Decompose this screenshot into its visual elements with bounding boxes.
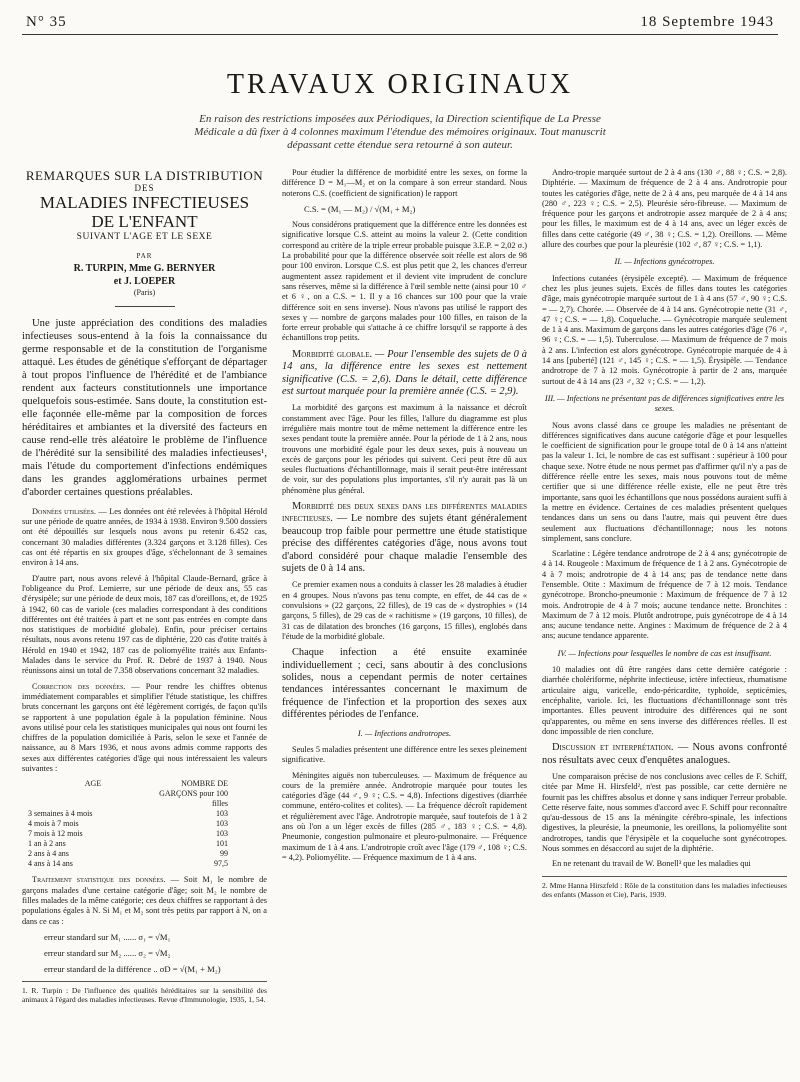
paragraph: Morbidité globale. — Pour l'ensemble des sujets de 0 à 14 ans, la différence entre les sexes est nettement significative (C.S. = 2,6). Dans le détail, cette différence est surtout marquée pour la première année (C.S. = 2,9). [282, 348, 527, 397]
masthead [22, 14, 778, 35]
table-row: 1 an à 2 ans 101 [28, 839, 228, 849]
subheading: III. — Infections ne présentant pas de différences significatives entre les sexes. [544, 393, 785, 414]
equation: erreur standard sur M₂ ...... σ₂ = √M₂ [44, 948, 171, 959]
paragraph: En ne retenant du travail de W. Bonell³ que les maladies qui [552, 859, 751, 869]
column-1 [22, 168, 267, 1005]
paragraph: Chaque infection a été ensuite examinée individuellement ; ceci, sans aboutir à des conclusions solides, nous a cependant permis de noter certaines tendances intéressantes concernant le maximum de fréquence de l'infection et la proportion des sexes aux différentes périodes de l'enfance. [282, 647, 527, 721]
paragraph: Méningites aiguës non tuberculeuses. — Maximum de fréquence au cours de la première année. Androtropie marquée pour toutes les catégories d'âge (44 ♂, 9 ♀; C.S. = 4,8). Infections digestives (diarrhée commune, entéro-colites et colites). — La fréquence décroît rapidement et régulièrement avec l'âge. Androtropie marquée, sauf toutefois de 1 à 2 ans où l'on a un léger excès de filles (285 ♂, 183 ♀; C.S. = 4,8). Pneumonie, congestion pulmonaire et pleuro-pulmonaire. — Fréquence maximum de 1 à 4 ans. L'androtropie croît avec l'âge (179 ♂, 108 ♀; C.S. = 4,2). Poliomyélite. — Fréquence maximum de 1 à 4 ans. [282, 770, 527, 862]
paragraph: Andro-tropie marquée surtout de 2 à 4 ans (130 ♂, 88 ♀; C.S. = 2,8). Diphtérie. — Maximum de fréquence de 2 à 4 ans. Androtropie pour toutes les catégories d'âge, nette de 2 à 4 ans, peu marquée de 4 à 14 ans (280 ♂, 223 ♀; C.S. = 2,5). Pleurésie séro-fibreuse. — Maximum de fréquence pour les garçons et androtropie assez marquée de 2 à 4 ans; pour les filles, le maximum est de 4 à 14 ans, avec un léger excès de filles dans cette catégorie (49 ♂, 38 ♀; C.S. = 1,2). Oreillons. — Même allure des courbes que pour la pleurésie (102 ♂, 87 ♀; C.S. = 1,1). [542, 168, 787, 250]
paragraph: Infections cutanées (érysipèle excepté). — Maximum de fréquence chez les plus jeunes sujets. Excès de filles dans toutes les catégories d'âge, mais gynécotropie marquée surtout de 1 à 4 ans (57 ♂, 90 ♀; C.S. = — 2,7). Chorée. — Observée de 4 à 14 ans. Gynécotropie nette (31 ♂, 47 ♀; C.S. = — 1,8). Coqueluche. — Gynécotropie marquée seulement de 1 à 4 ans. Maximum de garçons dans les autres catégories d'âge (76 ♂, 96 ♀; C.S. = — 1,5). Tuberculose. — Maximum de fréquence de 7 mois à 2 ans. L'infection est alors gynécotrope. Gynécotropie marquée de 4 à 14 ans [puberté] (121 ♂, 145 ♀; C.S. = — 1,5). Érysipèle. — Tendance androtrope de 7 à 12 mois. Gynécotropie à partir de 2 ans, marquée surtout de 4 à 14 ans (23 ♂, 32 ♀; C.S. = — 1,2). [542, 273, 787, 386]
table-row: 4 mois à 7 mois 103 [28, 819, 228, 829]
paragraph: 10 maladies ont dû être rangées dans cette dernière catégorie : diarrhée cholériforme, néphrite infectieuse, ictère infectieux, rhumatisme articulaire aigu, varicelle, endo-péricardite, typhoïde, septicémies, encéphalite, variole. Ici, les fluctuations d'échantillonnage sont très importantes. Elles peuvent introduire des différences qui ne sont qu'apparentes, ou même en sens inverse des différences réelles. Il est donc impossible de rien conclure. [542, 665, 787, 736]
paragraph: Nous considérons pratiquement que la différence entre les données est significative lorsque C.S. atteint au moins la valeur 2. (Cette condition correspond au critère de la triple erreur probable puisque 3.E.P. = 2,02 σ.) La probabilité pour que la différence observée soit réelle est alors de 98 pour 100 environ. Lorsque C.S. est plus petit que 2, les chances d'erreur augmentent assez rapidement et il devient vite imprudent de conclure sans réserves, même si la différence à l'œil semble nette (ainsi pour 10 ♂ et 6 ♀, on a C.S. = 1. Il y a 16 chances sur 100 pour que la vraie différence soit en sens inverse). Nous n'avons pas utilisé le rapport des sexes γ — nombre de garçons malades pour 100 filles, en raison de la forte erreur probable qui s'attache à ce chiffre lorsqu'il se rapporte à des échantillons trop petits. [282, 220, 527, 343]
column-3 [542, 168, 787, 1005]
issue-number: N° 35 [26, 14, 67, 30]
title-des: DES [134, 183, 155, 193]
table-row: 7 mois à 12 mois 103 [28, 829, 228, 839]
paragraph: Seules 5 maladies présentent une différence entre les sexes pleinement significative. [282, 745, 527, 765]
author-place: (Paris) [133, 287, 156, 297]
title-line-1: REMARQUES SUR LA DISTRIBUTION [25, 168, 264, 183]
equation: erreur standard sur M₁ ...... σ₁ = √M₁ [44, 931, 171, 942]
paragraph: Scarlatine : Légère tendance androtrope de 2 à 4 ans; gynécotropie de 4 à 14. Rougeole : Maximum de fréquence de 1 à 2 ans. Gynécotropie de 4 à 7 mois; androtropie de 4 à 14 ans; pas de tendance nette dans l'ensemble. Otite : Maximum de fréquence de 7 à 12 mois. Tendance gynécotrope. Broncho-pneumonie : Maximum de fréquence de 7 à 12 mois. Androtropie de 4 à 7 mois; aucune tendance nette. Bronchites : Maximum de 7 à 12 mois. Plutôt androtrope, puis gynécotrope de 4 à 14 ans; aucune tendance nette. Angines : Maximum de fréquence de 2 à 4 ans; aucune tendance apparente. [542, 549, 787, 641]
title-divider [115, 306, 175, 307]
paragraph: Pour étudier la différence de morbidité entre les sexes, on forme la différence D = M₁—M₂ et on la compare à son erreur standard. Nous noterons C.S. (coefficient de signification) le rapport [282, 168, 527, 198]
sex-ratio-table [22, 779, 267, 869]
subheading: II. — Infections gynécotropes. [614, 257, 715, 267]
subheading: IV. — Infections pour lesquelles le nombre de cas est insuffisant. [557, 648, 772, 658]
article-columns [22, 168, 787, 1005]
paragraph: La morbidité des garçons est maximum à la naissance et décroît constamment avec l'âge. Pour les filles, l'allure du diagramme est plus irrégulière mais montre tout de même nettement la différence entre les sexes pendant toute la première année. Pour la période de 1 à 2 ans, nous trouvons une morbidité égale pour les deux sexes, puis à nouveau un excès de garçons pour les périodes qui suivent. Ceci peut être dû aux seules fluctuations d'échantillonnage, mais il serait peut-être intéressant de voir, sur des populations plus importantes, s'il n'y aurait pas là un phénomène plus général. [282, 403, 527, 495]
authors-line-2: et J. LOEPER [113, 275, 176, 287]
paragraph: Correction des données. — Pour rendre les chiffres obtenus immédiatement comparables et simplifier l'étude statistique, les chiffres bruts concernant les garçons ont été légèrement corrigés, de façon qu'ils se rapportent à une population égale à la population féminine. Nous avons utilisé pour cela les statistiques municipales qui nous ont fourni les chiffres de la population domiciliée à Paris, selon le sexe et l'année de naissance, au 8 Mars 1936, et nous avons admis comme rapports des sexes aux différentes catégories d'âge qui nous intéressaient les valeurs suivantes : [22, 681, 267, 774]
lead-paragraph: Une juste appréciation des conditions des maladies infectieuses sous-entend à la fois la connaissance du germe responsable et de la constitution de l'organisme attaqué. Les études de génétique s'efforçant de départager à tout propos l'influence de l'hérédité et de l'ambiance rendent aux facteurs constitutionnels une importance quelquefois sous-estimée. Sans doute, la constitution est-elle façonnée elle-même par la composition de forces héréditaires et ambiantes et la diversité des facteurs en cause rend-elle très aléatoire le problème de l'influence de l'hérédité sur la sensibilité des maladies infectieuses¹, mais l'étude du comportement d'infections endémiques dans les grandes agglomérations urbaines permet d'aborder certaines questions préalables. [22, 317, 267, 498]
title-line-2: MALADIES INFECTIEUSES [39, 193, 250, 213]
paragraph: D'autre part, nous avons relevé à l'hôpital Claude-Bernard, grâce à l'obligeance du Prof. Lemierre, sur une période de deux ans, 55 cas d'érysipèle; sur une période de deux mois, 187 cas d'oreillons, et, de 1925 à 1942, 60 cas de variole (ces maladies correspondant à des conditions différentes ont été traitées à part et ne sont pas entrées en compte dans nos statistiques de morbidité globale). Enfin, pour préciser certains résultats, nous avons retenu 197 cas de diphtérie, 220 cas d'otite traités à Hérold en 1940 et 1942, 187 cas de poliomyélite traités aux Enfants-Malades dans le service du Prof. R. Debré de 1937 à 1940. Nous réunissons ainsi un total de 7.358 observations concernant 32 maladies. [22, 573, 267, 676]
table-row: 3 semaines à 4 mois 103 [28, 809, 228, 819]
title-line-3: DE L'ENFANT [91, 212, 198, 232]
column-2 [282, 168, 527, 1005]
footnote: 2. Mme Hanna Hirszfeld : Rôle de la constitution dans les maladies infectieuses des enfants (Masson et Cie), Paris, 1939. [542, 876, 787, 900]
authors-line-1: R. TURPIN, Mme G. BERNYER [73, 262, 216, 274]
table-row: 4 ans à 14 ans 97,5 [28, 859, 228, 869]
table-row: 2 ans à 4 ans 99 [28, 849, 228, 859]
title-line-4: SUIVANT L'AGE ET LE SEXE [76, 232, 213, 243]
paragraph: Morbidité des deux sexes dans les différentes maladies infectieuses. — Le nombre des sujets étant généralement beaucoup trop faible pour permettre une étude statistique précise des différentes catégories d'âge, nous avons tout d'abord considéré pour chaque maladie l'ensemble des sujets de 0 à 14 ans. [282, 501, 527, 575]
table-header: AGE NOMBRE DE GARÇONS pour 100 filles [84, 779, 228, 809]
par-label: PAR [136, 252, 153, 261]
equation: erreur standard de la différence .. σD = √(M₁ + M₂) [44, 964, 221, 975]
editorial-notice: En raison des restrictions imposées aux Périodiques, la Direction scientifique de La Presse Médicale a dû fixer à 4 colonnes maximum l'étendue des mémoires originaux. Tout manuscrit dépassant cette étendue sera retourné à son auteur. [194, 113, 606, 151]
paragraph: Nous avons classé dans ce groupe les maladies ne présentant de différences significatives dans aucune catégorie d'âge et pour lesquelles le coefficient de signification pour le groupe total de 0 à 14 ans n'atteint pas la valeur 1. Ici, le nombre de cas est suffisant : supérieur à 100 pour chaque sexe. Notre étude ne nous permet pas d'affirmer qu'il n'y a pas de différence réelle entre les sexes, mais nous pouvons tout de même certifier que si une différence réelle existe, elle ne peut être très importante, sans quoi les échantillons que nous possédons auraient suffi à la mettre en évidence. Certaines de ces maladies présentent quelques tendances dans un sens ou dans l'autre, mais qui peuvent être dues seulement aux fluctuations d'échantillonnage; nous les notons simplement, sans conclure. [542, 420, 787, 543]
article-title-block [22, 168, 267, 307]
equation: C.S. = (M₁ — M₂) / √(M₁ + M₂) [304, 203, 416, 214]
footnote: 1. R. Turpin : De l'influence des qualités héréditaires sur la sensibilité des animaux à l'égard des maladies infectieuses. Revue d'Immunologie, 1935, 1, 54. [22, 981, 267, 1005]
paragraph: Une comparaison précise de nos conclusions avec celles de F. Schiff, citée par Mme H. Hirsfeld², n'est pas possible, car cette dernière ne fournit pas les chiffres absolus et donne γ sans indiquer l'erreur probable. Cette réserve faite, nous sommes d'accord avec F. Schiff pour reconnaître qu'au-dessous de 15 ans la méningite cérébro-spinale, les infections digestives, la pleurésie, la pneumonie, les oreillons, la poliomyélite sont androtropes, tandis que l'érysipèle et la coqueluche sont gynécotropes. Nous sommes en désaccord au sujet de la diphtérie. [542, 771, 787, 854]
paragraph: Données utilisées. — Les données ont été relevées à l'hôpital Hérold sur une période de quatre années, de 1934 à 1938. Environ 9.500 dossiers ont été dépouillés sur lesquels nous avons pu retenir 6.452 cas, concernant 30 maladies différentes (3.324 garçons et 3.128 filles). Ces cas ont été répartis en six groupes d'âge, s'échelonnant de 3 semaines environ à 14 ans. [22, 506, 267, 568]
paragraph: Ce premier examen nous a conduits à classer les 28 maladies à étudier en 4 groupes. Nous n'avons pas tenu compte, en effet, de 44 cas de « convulsions » (22 garçons, 22 filles), de 19 cas de « dystrophies » (14 garçons, 5 filles), de 29 cas de « rachitisme » (19 garçons, 10 filles), de 31 cas de dilatation des bronches (16 garçons, 15 filles), englobés dans l'étude de la morbidité globale. [282, 580, 527, 641]
subheading: I. — Infections androtropes. [357, 728, 452, 738]
paragraph: Discussion et interprétation. — Nous avons confronté nos résultats avec ceux d'enquêtes analogues. [542, 742, 787, 766]
paragraph: Traitement statistique des données. — Soit M₁ le nombre de garçons malades d'une certaine catégorie d'âge; soit M₂ le nombre de filles malades de la même catégorie; ces deux chiffres se rapportant à des populations égales à N. Si M₁ et M₂ sont très petits par rapport à N, on a dans ce cas : [22, 875, 267, 926]
issue-date: 18 Septembre 1943 [640, 14, 774, 30]
section-title: TRAVAUX ORIGINAUX [226, 69, 574, 100]
